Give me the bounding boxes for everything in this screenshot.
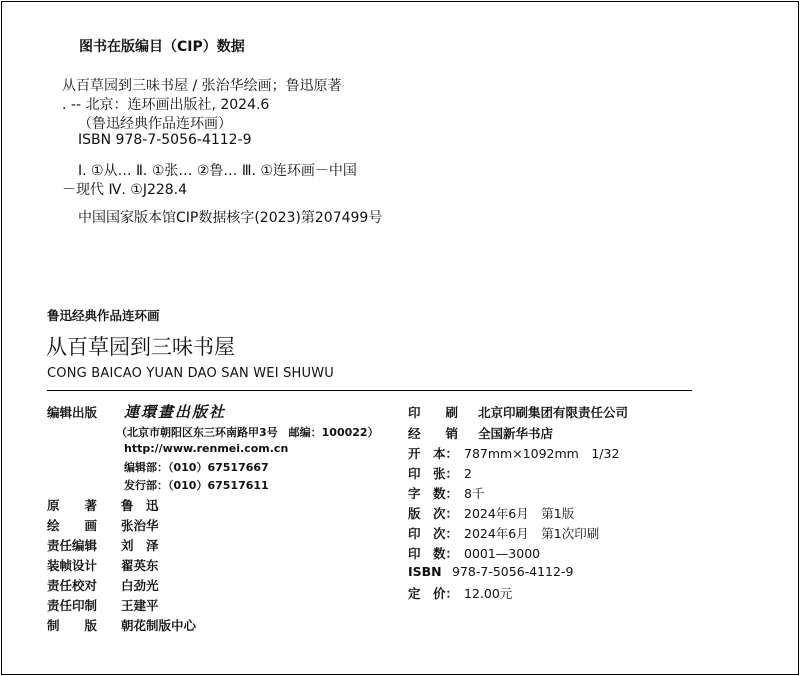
credit-label: 原 著 bbox=[47, 498, 98, 513]
spec-value: 2024年6月 第1次印刷 bbox=[464, 526, 600, 541]
book-title: 从百草园到三味书屋 bbox=[46, 335, 235, 359]
spec-value: 2 bbox=[464, 466, 472, 481]
credit-label: 绘 画 bbox=[47, 518, 98, 533]
cip-heading: 图书在版编目（CIP）数据 bbox=[79, 39, 245, 55]
credit-value: 张治华 bbox=[121, 518, 159, 533]
cip-title-line: 从百草园到三味书屋 / 张治华绘画；鲁迅原著 bbox=[62, 78, 342, 94]
spec-row bbox=[408, 544, 540, 562]
spec-row bbox=[408, 584, 512, 602]
credit-label: 责任编辑 bbox=[47, 538, 98, 553]
spec-label: 印 次： bbox=[408, 526, 459, 541]
credit-value: 白劲光 bbox=[121, 578, 159, 593]
publisher-address: （北京市朝阳区东三环南路甲3号 邮编：100022） bbox=[116, 426, 379, 439]
spec-label: 印 张： bbox=[408, 466, 459, 481]
spec-row bbox=[408, 484, 484, 502]
distributor-value: 全国新华书店 bbox=[478, 426, 554, 441]
spec-row bbox=[408, 564, 573, 579]
spec-row bbox=[408, 504, 574, 522]
credit-row bbox=[47, 576, 159, 594]
credit-label: 装帧设计 bbox=[47, 558, 98, 573]
spec-label: 版 次： bbox=[408, 506, 459, 521]
cip-isbn-line: ISBN 978-7-5056-4112-9 bbox=[78, 132, 252, 148]
credit-value: 朝花制版中心 bbox=[121, 618, 197, 633]
spec-label: 定 价： bbox=[408, 586, 459, 601]
publisher-seal-logo: 連環畫出版社 bbox=[124, 403, 227, 421]
printer-label: 印 刷 bbox=[408, 405, 459, 420]
credit-label: 责任印制 bbox=[47, 598, 98, 613]
printer-row bbox=[408, 403, 628, 421]
spec-value: 0001—3000 bbox=[464, 546, 541, 561]
credit-value: 王建平 bbox=[121, 598, 159, 613]
spec-value: 8千 bbox=[464, 486, 485, 501]
spec-row bbox=[408, 524, 599, 542]
spec-row bbox=[408, 464, 472, 482]
spec-label: 印 数： bbox=[408, 546, 459, 561]
cip-record-number: 中国国家版本馆CIP数据核字(2023)第207499号 bbox=[78, 210, 383, 226]
series-name: 鲁迅经典作品连环画 bbox=[47, 308, 160, 323]
cip-series-line: （鲁迅经典作品连环画） bbox=[78, 116, 232, 132]
credit-label: 制 版 bbox=[47, 618, 98, 633]
publisher-website: http://www.renmei.com.cn bbox=[124, 442, 289, 455]
book-title-pinyin: CONG BAICAO YUAN DAO SAN WEI SHUWU bbox=[47, 366, 334, 381]
credit-value: 翟英东 bbox=[121, 558, 159, 573]
spec-value: 978-7-5056-4112-9 bbox=[452, 564, 574, 579]
credit-value: 刘 泽 bbox=[121, 538, 159, 553]
spec-label: 字 数： bbox=[408, 486, 459, 501]
credit-row bbox=[47, 556, 159, 574]
cip-publisher-line: . -- 北京：连环画出版社, 2024.6 bbox=[62, 97, 270, 113]
spec-label: 开 本： bbox=[408, 446, 459, 461]
sales-dept-phone: 发行部：（010）67517611 bbox=[124, 479, 269, 492]
credit-value: 鲁 迅 bbox=[121, 498, 159, 513]
credit-row bbox=[47, 616, 196, 634]
cip-class-line-2: －现代 Ⅳ. ①J228.4 bbox=[62, 182, 188, 198]
credit-row bbox=[47, 536, 159, 554]
spec-row bbox=[408, 444, 619, 462]
credit-row bbox=[47, 496, 159, 514]
printer-value: 北京印刷集团有限责任公司 bbox=[478, 405, 629, 420]
spec-value: 787mm×1092mm 1/32 bbox=[464, 446, 620, 461]
distributor-label: 经 销 bbox=[408, 426, 459, 441]
credit-label: 责任校对 bbox=[47, 578, 98, 593]
spec-value: 2024年6月 第1版 bbox=[464, 506, 575, 521]
edit-dept-phone: 编辑部：（010）67517667 bbox=[124, 461, 269, 474]
credit-row bbox=[47, 596, 159, 614]
distributor-row bbox=[408, 424, 553, 442]
spec-value: 12.00元 bbox=[464, 586, 513, 601]
cip-class-line: Ⅰ. ①从… Ⅱ. ①张… ②鲁… Ⅲ. ①连环画－中国 bbox=[78, 163, 357, 179]
publisher-label: 编辑出版 bbox=[47, 405, 98, 420]
spec-label: ISBN bbox=[408, 564, 442, 579]
divider-rule bbox=[47, 390, 692, 391]
credit-row bbox=[47, 516, 159, 534]
